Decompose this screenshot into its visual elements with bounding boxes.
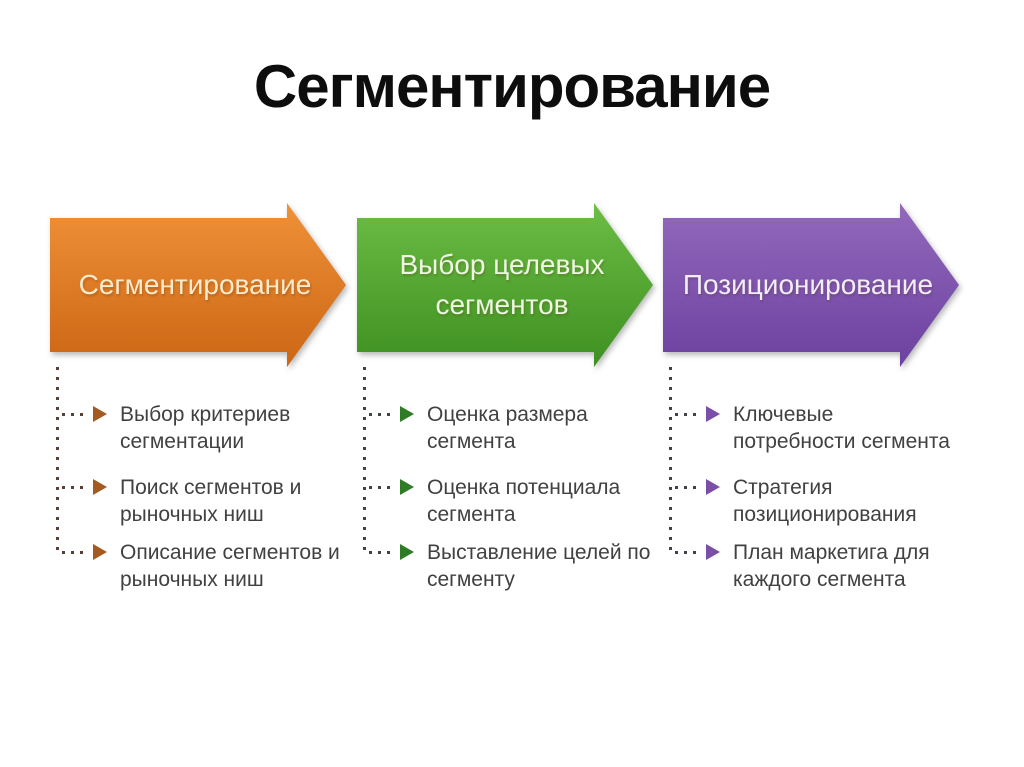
list-item-text: Описание сегментов и рыночных ниш	[120, 541, 340, 591]
list-item-text: Стратегия позиционирования	[733, 476, 917, 526]
arrow-bullet-icon	[706, 406, 720, 422]
list-item-text: Поиск сегментов и рыночных ниш	[120, 476, 302, 526]
dotted-connector-horizontal	[369, 413, 396, 416]
list-item	[62, 401, 345, 455]
list-item	[675, 474, 958, 528]
arrow-bullet-icon	[93, 544, 107, 560]
stage-items	[357, 367, 664, 723]
dotted-connector-horizontal	[675, 486, 702, 489]
list-item-text: Оценка размера сегмента	[427, 403, 588, 453]
list-item	[675, 539, 958, 593]
dotted-connector-horizontal	[369, 486, 396, 489]
list-item	[62, 539, 345, 593]
stage-items	[50, 367, 357, 723]
list-item	[675, 401, 958, 455]
stage-arrow-target-segment-selection	[357, 203, 653, 367]
dotted-connector-vertical	[363, 367, 366, 557]
list-item-text: Оценка потенциала сегмента	[427, 476, 621, 526]
dotted-connector-horizontal	[675, 551, 702, 554]
dotted-connector-vertical	[56, 367, 59, 557]
stage-items	[663, 367, 970, 723]
stage-column-target-segment-selection	[357, 203, 664, 723]
list-item	[369, 539, 652, 593]
stage-column-segmentation	[50, 203, 357, 723]
page-title: Сегментирование	[253, 53, 771, 120]
dotted-connector-horizontal	[369, 551, 396, 554]
arrow-bullet-icon	[93, 479, 107, 495]
dotted-connector-vertical	[669, 367, 672, 557]
stage-arrow-positioning	[663, 203, 959, 367]
arrow-bullet-icon	[706, 479, 720, 495]
dotted-connector-horizontal	[62, 551, 89, 554]
stage-arrow-label: Сегментирование	[78, 269, 312, 300]
arrow-bullet-icon	[400, 544, 414, 560]
list-item-text: План маркетига для каждого сегмента	[733, 541, 930, 591]
stage-arrow-label: Выбор целевых сегментов	[399, 249, 605, 320]
dotted-connector-horizontal	[675, 413, 702, 416]
dotted-connector-horizontal	[62, 486, 89, 489]
stage-column-positioning	[663, 203, 970, 723]
arrow-bullet-icon	[93, 406, 107, 422]
list-item-text: Выставление целей по сегменту	[427, 541, 651, 591]
list-item	[369, 474, 652, 528]
dotted-connector-horizontal	[62, 413, 89, 416]
list-item	[62, 474, 345, 528]
arrow-bullet-icon	[706, 544, 720, 560]
list-item-text: Выбор критериев сегментации	[120, 403, 291, 453]
list-item-text: Ключевые потребности сегмента	[733, 403, 950, 453]
list-item	[369, 401, 652, 455]
arrow-bullet-icon	[400, 479, 414, 495]
stage-arrow-segmentation	[50, 203, 346, 367]
stage-arrow-label: Позиционирование	[682, 269, 934, 300]
arrow-bullet-icon	[400, 406, 414, 422]
